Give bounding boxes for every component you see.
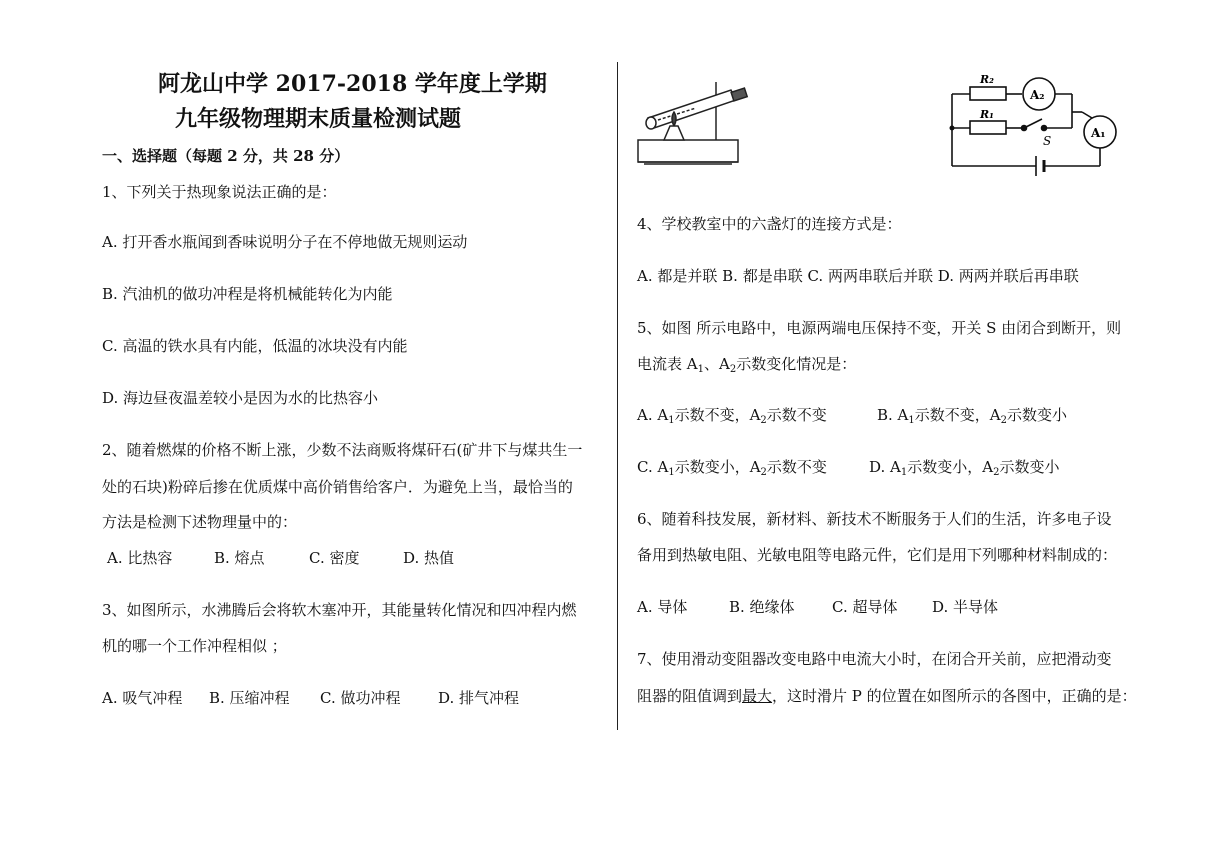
q7-line2 <box>637 686 1137 706</box>
q5-d-post: 示数变小 <box>999 458 1060 476</box>
q4-stem: 4、学校教室中的六盏灯的连接方式是： <box>637 215 902 233</box>
q5-a-sub2: 2 <box>760 415 767 426</box>
circuit-label-r2: R₂ <box>980 73 994 86</box>
q6-option-a: A. 导体 <box>637 598 688 616</box>
circuit-label-r1: R₁ <box>980 108 994 121</box>
q5-option-d <box>869 457 1059 477</box>
q2-option-a: A. 比热容 <box>107 549 173 567</box>
q5-c-sub2: 2 <box>760 467 767 478</box>
q3-option-a: A. 吸气冲程 <box>102 689 183 707</box>
exam-title-line2: 九年级物理期末质量检测试题 <box>175 106 462 132</box>
q5-d-pre: D. A <box>869 458 901 476</box>
q5-c-mid: 示数变小，A <box>674 458 761 476</box>
q5-option-c <box>637 457 827 477</box>
q5-b-sub1: 1 <box>908 415 915 426</box>
q1-stem: 1、下列关于热现象说法正确的是： <box>102 183 337 201</box>
q7-line2-pre: 阻器的阻值调到 <box>637 687 743 705</box>
circuit-label-s: S <box>1043 134 1052 148</box>
q1-option-c: C. 高温的铁水具有内能，低温的冰块没有内能 <box>102 337 408 355</box>
q5-line2-mid: 、A <box>703 355 730 373</box>
q6-option-d: D. 半导体 <box>932 598 999 616</box>
section-heading: 一、选择题（每题 2 分，共 28 分） <box>102 147 350 165</box>
q6-option-c: C. 超导体 <box>832 598 898 616</box>
q5-c-sub1: 1 <box>668 467 675 478</box>
q5-b-pre: B. A <box>877 406 909 424</box>
circuit-diagram-figure <box>940 70 1130 185</box>
q5-d-mid: 示数变小，A <box>907 458 994 476</box>
q5-a-pre: A. A <box>637 406 669 424</box>
q5-option-a <box>637 405 827 425</box>
q1-option-a: A. 打开香水瓶闻到香味说明分子在不停地做无规则运动 <box>102 233 468 251</box>
q5-a-mid: 示数不变，A <box>674 406 761 424</box>
q7-line2-post: ，这时滑片 P 的位置在如图所示的各图中，正确的是： <box>772 687 1137 705</box>
q5-a-sub1: 1 <box>668 415 675 426</box>
q5-a-post: 示数不变 <box>766 406 827 424</box>
q5-b-post: 示数变小 <box>1007 406 1068 424</box>
q5-line2-sub1: 1 <box>697 364 704 375</box>
q2-option-c: C. 密度 <box>309 549 360 567</box>
q5-c-post: 示数不变 <box>766 458 827 476</box>
circuit-label-a1: A₁ <box>1091 126 1106 140</box>
q3-line1: 3、如图所示，水沸腾后会将软木塞冲开，其能量转化情况和四冲程内燃 <box>102 601 577 619</box>
q3-line2: 机的哪一个工作冲程相似 ； <box>102 637 287 655</box>
q5-line2-text: 电流表 A <box>637 355 698 373</box>
q5-b-mid: 示数不变，A <box>914 406 1001 424</box>
q7-line2-underlined: 最大 <box>742 687 773 705</box>
q2-line3: 方法是检测下述物理量中的： <box>102 513 298 531</box>
q1-option-d: D. 海边昼夜温差较小是因为水的比热容小 <box>102 389 379 407</box>
q5-b-sub2: 2 <box>1000 415 1007 426</box>
q2-option-b: B. 熔点 <box>214 549 265 567</box>
q5-line2 <box>637 354 856 374</box>
circuit-label-a2: A₂ <box>1030 88 1045 102</box>
q5-option-b <box>877 405 1067 425</box>
q1-option-b: B. 汽油机的做功冲程是将机械能转化为内能 <box>102 285 393 303</box>
q2-line2: 处的石块)粉碎后掺在优质煤中高价销售给客户．为避免上当，最恰当的 <box>102 478 573 496</box>
q3-option-d: D. 排气冲程 <box>438 689 520 707</box>
q5-line2-post: 示数变化情况是： <box>736 355 857 373</box>
q6-option-b: B. 绝缘体 <box>729 598 795 616</box>
exam-title-line1: 阿龙山中学 2017-2018 学年度上学期 <box>158 71 547 97</box>
q3-option-b: B. 压缩冲程 <box>209 689 290 707</box>
q5-d-sub1: 1 <box>900 467 908 478</box>
q7-line1: 7、使用滑动变阻器改变电路中电流大小时，在闭合开关前，应把滑动变 <box>637 650 1112 668</box>
q5-line2-sub2: 2 <box>729 364 737 375</box>
test-tube-apparatus-figure <box>636 78 756 184</box>
q2-option-d: D. 热值 <box>403 549 455 567</box>
q5-line1: 5、如图 所示电路中，电源两端电压保持不变，开关 S 由闭合到断开，则 <box>637 319 1122 337</box>
q5-d-sub2: 2 <box>993 467 1000 478</box>
column-divider <box>617 62 618 730</box>
q3-option-c: C. 做功冲程 <box>320 689 401 707</box>
q4-options: A. 都是并联 B. 都是串联 C. 两两串联后并联 D. 两两并联后再串联 <box>637 267 1079 285</box>
q2-line1: 2、随着燃煤的价格不断上涨，少数不法商贩将煤矸石(矿井下与煤共生一 <box>102 441 583 459</box>
q6-line2: 备用到热敏电阻、光敏电阻等电路元件，它们是用下列哪种材料制成的： <box>637 546 1118 564</box>
q5-c-pre: C. A <box>637 458 669 476</box>
q6-line1: 6、随着科技发展，新材料、新技术不断服务于人们的生活，许多电子设 <box>637 510 1112 528</box>
